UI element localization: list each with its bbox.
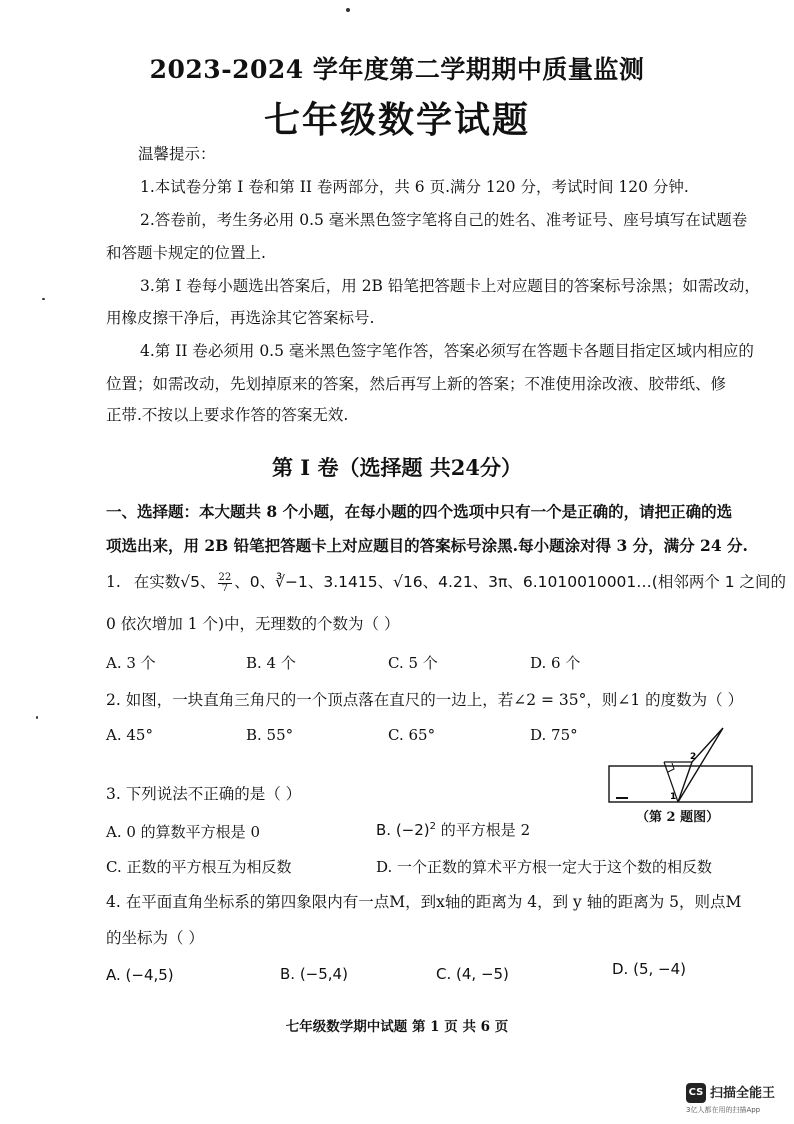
q2-option-a: A. 45° [106, 726, 153, 744]
tip-2b: 和答题卡规定的位置上. [106, 244, 266, 262]
q4-option-b: B. (−5,4) [280, 965, 348, 983]
question-1-number: 1. [106, 573, 121, 591]
figure-caption: （第 2 题图） [636, 810, 720, 825]
question-1-line1: 1. 在实数√5、 $\frac{22}{7}$ 、0、∛−1、3.1415、√16、4.21、3π、6.1010010001…(相邻两个 1 之间的 [106, 571, 787, 594]
fraction [218, 573, 233, 594]
q4-option-c: C. (4, −5) [436, 965, 509, 983]
watermark-name: 扫描全能王 [710, 1086, 776, 1101]
q3-option-c: C. 正数的平方根互为相反数 [106, 858, 292, 876]
section-title: 第 I 卷（选择题 共24分） [272, 455, 522, 480]
question-1-lead: 在实数 [133, 573, 181, 591]
q3-option-d: D. 一个正数的算术平方根一定大于这个数的相反数 [376, 858, 713, 876]
question-1-line2: 0 依次增加 1 个)中，无理数的个数为（ ） [106, 615, 400, 633]
tip-3b: 用橡皮擦干净后，再选涂其它答案标号. [106, 309, 375, 327]
tips-heading: 温馨提示： [138, 145, 216, 163]
q3-option-b-base: B. (−2) [376, 821, 430, 839]
angle-2-label: 2 [690, 752, 697, 762]
question-2-text: 2. 如图，一块直角三角尺的一个顶点落在直尺的一边上，若∠2 = 35°，则∠1 的度数为（ ） [106, 691, 744, 709]
tip-4c: 正带.不按以上要求作答的答案无效. [106, 406, 349, 424]
question-3-text: 3. 下列说法不正确的是（ ） [106, 785, 302, 803]
question-4-line1: 4. 在平面直角坐标系的第四象限内有一点M，到x轴的距离为 4，到 y 轴的距离为 5，则点M [106, 893, 742, 911]
q1-option-b: B. 4 个 [246, 654, 296, 672]
q2-option-b: B. 55° [246, 726, 294, 744]
tip-4a: 4.第 II 卷必须用 0.5 毫米黑色签字笔作答，答案必须写在答题卡各题目指定区域内相应的 [140, 342, 754, 360]
q3-option-b-exponent: 2 [429, 821, 437, 832]
scan-speck [346, 8, 350, 12]
fraction-numerator: 22 [218, 571, 232, 583]
sqrt5: √5 [180, 573, 200, 591]
scan-speck [36, 716, 38, 719]
tip-4b: 位置；如需改动，先划掉原来的答案，然后再写上新的答案；不准使用涂改液、胶带纸、修 [106, 375, 727, 393]
q4-option-d: D. (5, −4) [612, 960, 686, 978]
q1-option-c: C. 5 个 [388, 654, 438, 672]
q1-option-a: A. 3 个 [106, 654, 156, 672]
q4-option-a: A. (−4,5) [106, 966, 174, 984]
tip-2a: 2.答卷前，考生务必用 0.5 毫米黑色签字笔将自己的姓名、准考证号、座号填写在试题卷 [140, 211, 748, 229]
angle-1-label: 1 [670, 792, 677, 802]
q2-option-c: C. 65° [388, 726, 436, 744]
q1-option-d: D. 6 个 [530, 654, 581, 672]
q3-option-b-text: 的平方根是 2 [436, 821, 531, 839]
section-intro-a: 一、选择题：本大题共 8 个小题，在每小题的四个选项中只有一个是正确的，请把正确的选 [106, 502, 733, 521]
fraction-denominator: 7 [221, 582, 229, 594]
question-4-line2: 的坐标为（ ） [106, 929, 204, 947]
page-footer: 七年级数学期中试题 第 1 页 共 6 页 [285, 1019, 509, 1035]
question-2-figure [606, 726, 756, 808]
exam-subtitle: 七年级数学试题 [263, 99, 530, 141]
watermark-subtitle: 3亿人都在用的扫描App [686, 1106, 761, 1114]
question-1-rest: 、0、∛−1、3.1415、√16、4.21、3π、6.1010010001…(相邻两个 1 之间的 [234, 573, 787, 591]
exam-title: 2023-2024 学年度第二学期期中质量监测 [149, 55, 645, 84]
camscanner-logo-icon: CS [686, 1083, 706, 1103]
q3-option-b [376, 819, 530, 840]
q3-option-a: A. 0 的算数平方根是 0 [106, 823, 260, 841]
set-square [678, 728, 723, 802]
scan-speck [42, 298, 45, 300]
section-intro-b: 项选出来，用 2B 铅笔把答题卡上对应题目的答案标号涂黑.每小题涂对得 3 分，满分 24 分. [106, 536, 748, 555]
q2-option-d: D. 75° [530, 726, 578, 744]
tip-1: 1.本试卷分第 I 卷和第 II 卷两部分，共 6 页.满分 120 分，考试时间 120 分钟. [140, 178, 689, 196]
tip-3a: 3.第 I 卷每小题选出答案后，用 2B 铅笔把答题卡上对应题目的答案标号涂黑；如需改动， [140, 277, 760, 295]
right-angle-mark [668, 763, 674, 772]
